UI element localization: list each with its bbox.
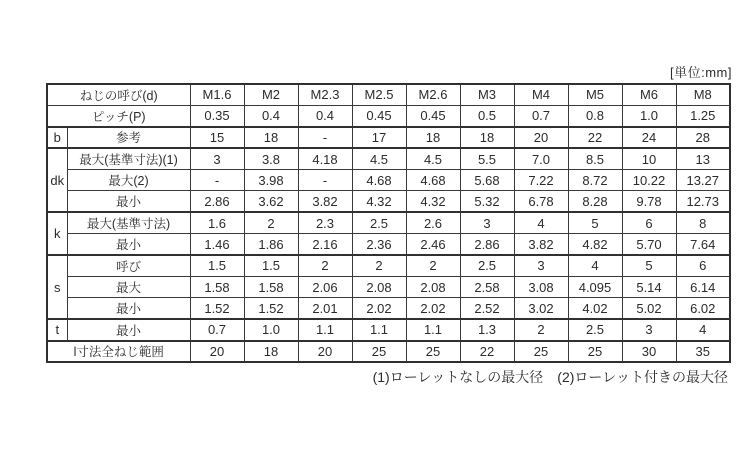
value-cell: M2.5	[352, 84, 406, 105]
row-label: 最大(2)	[67, 170, 190, 191]
value-cell: 5.68	[460, 170, 514, 191]
value-cell: 8	[676, 212, 730, 233]
table-row-s-max	[47, 276, 730, 297]
value-cell: 5.32	[460, 191, 514, 212]
group-label-s: s	[47, 255, 67, 319]
value-cell: M8	[676, 84, 730, 105]
value-cell: 1.3	[460, 319, 514, 340]
value-cell: -	[298, 127, 352, 148]
value-cell: 3	[460, 212, 514, 233]
table-row-pitch	[47, 105, 730, 126]
value-cell: 35	[676, 341, 730, 363]
value-cell: 2.6	[406, 212, 460, 233]
value-cell: 1.58	[190, 276, 244, 297]
value-cell: 5.5	[460, 148, 514, 169]
group-label-k: k	[47, 212, 67, 255]
value-cell: M2	[244, 84, 298, 105]
value-cell: 5.14	[622, 276, 676, 297]
value-cell: 2.3	[298, 212, 352, 233]
row-label: 最大(基準寸法)	[67, 212, 190, 233]
value-cell: 3.08	[514, 276, 568, 297]
value-cell: 2.02	[352, 298, 406, 319]
value-cell: 0.35	[190, 105, 244, 126]
value-cell: 2.58	[460, 276, 514, 297]
value-cell: 5	[568, 212, 622, 233]
value-cell: 13.27	[676, 170, 730, 191]
footnote: (1)ローレットなしの最大径 (2)ローレット付きの最大径	[372, 369, 728, 385]
value-cell: 1.6	[190, 212, 244, 233]
value-cell: 3	[514, 255, 568, 276]
row-label: ピッチ(P)	[47, 105, 190, 126]
unit-label: [単位:mm]	[670, 65, 732, 80]
value-cell: 20	[514, 127, 568, 148]
value-cell: 4.02	[568, 298, 622, 319]
value-cell: 20	[298, 341, 352, 363]
value-cell: 0.5	[460, 105, 514, 126]
value-cell: 1.1	[298, 319, 352, 340]
value-cell: 6.78	[514, 191, 568, 212]
value-cell: M6	[622, 84, 676, 105]
value-cell: 1.0	[244, 319, 298, 340]
value-cell: 10	[622, 148, 676, 169]
value-cell: 1.46	[190, 234, 244, 255]
value-cell: 1.25	[676, 105, 730, 126]
value-cell: 3.02	[514, 298, 568, 319]
row-label: 参考	[67, 127, 190, 148]
row-label: 最小	[67, 298, 190, 319]
value-cell: 4	[514, 212, 568, 233]
value-cell: 2	[244, 212, 298, 233]
value-cell: 13	[676, 148, 730, 169]
table-row-length-range	[47, 341, 730, 363]
value-cell: 25	[514, 341, 568, 363]
value-cell: 1.5	[244, 255, 298, 276]
value-cell: 1.86	[244, 234, 298, 255]
value-cell: 8.5	[568, 148, 622, 169]
row-label: 最大(基準寸法)(1)	[67, 148, 190, 169]
value-cell: 2.86	[460, 234, 514, 255]
value-cell: 2.06	[298, 276, 352, 297]
value-cell: M5	[568, 84, 622, 105]
value-cell: 0.45	[406, 105, 460, 126]
value-cell: 6.02	[676, 298, 730, 319]
value-cell: 0.45	[352, 105, 406, 126]
value-cell: 4	[676, 319, 730, 340]
value-cell: 1.0	[622, 105, 676, 126]
row-label: 最小	[67, 234, 190, 255]
row-label: l寸法全ねじ範囲	[47, 341, 190, 363]
value-cell: M4	[514, 84, 568, 105]
row-label: 最大	[67, 276, 190, 297]
table-row-dk-max2	[47, 170, 730, 191]
value-cell: 12.73	[676, 191, 730, 212]
value-cell: 1.58	[244, 276, 298, 297]
value-cell: 22	[460, 341, 514, 363]
value-cell: 4.32	[352, 191, 406, 212]
table-row-s-min	[47, 298, 730, 319]
value-cell: 3.8	[244, 148, 298, 169]
value-cell: 7.64	[676, 234, 730, 255]
group-label-b: b	[47, 127, 67, 148]
value-cell: 4.32	[406, 191, 460, 212]
value-cell: 4.095	[568, 276, 622, 297]
value-cell: 28	[676, 127, 730, 148]
value-cell: 2.5	[568, 319, 622, 340]
value-cell: 6	[676, 255, 730, 276]
value-cell: 25	[568, 341, 622, 363]
value-cell: 0.7	[190, 319, 244, 340]
value-cell: 3.98	[244, 170, 298, 191]
row-label: 最小	[67, 319, 190, 340]
table-row-k-min	[47, 234, 730, 255]
value-cell: 2.08	[406, 276, 460, 297]
value-cell: 2.36	[352, 234, 406, 255]
value-cell: 8.28	[568, 191, 622, 212]
value-cell: 2.16	[298, 234, 352, 255]
group-label-dk: dk	[47, 148, 67, 212]
screw-spec-table	[46, 83, 731, 363]
value-cell: 1.52	[244, 298, 298, 319]
value-cell: 2.02	[406, 298, 460, 319]
value-cell: 2.5	[460, 255, 514, 276]
value-cell: 2	[352, 255, 406, 276]
value-cell: 3.82	[298, 191, 352, 212]
value-cell: 25	[352, 341, 406, 363]
value-cell: 9.78	[622, 191, 676, 212]
value-cell: 4.5	[406, 148, 460, 169]
value-cell: 2.52	[460, 298, 514, 319]
value-cell: 4	[568, 255, 622, 276]
value-cell: 0.4	[244, 105, 298, 126]
value-cell: 30	[622, 341, 676, 363]
table-row-k-max	[47, 212, 730, 233]
value-cell: 2	[514, 319, 568, 340]
value-cell: 0.8	[568, 105, 622, 126]
table-row-s-nominal	[47, 255, 730, 276]
value-cell: M3	[460, 84, 514, 105]
value-cell: 4.68	[406, 170, 460, 191]
value-cell: 10.22	[622, 170, 676, 191]
value-cell: 0.4	[298, 105, 352, 126]
value-cell: 3.62	[244, 191, 298, 212]
value-cell: 20	[190, 341, 244, 363]
value-cell: 1.5	[190, 255, 244, 276]
value-cell: 2	[298, 255, 352, 276]
value-cell: 5	[622, 255, 676, 276]
value-cell: 2.86	[190, 191, 244, 212]
value-cell: 1.1	[352, 319, 406, 340]
value-cell: -	[190, 170, 244, 191]
value-cell: 7.22	[514, 170, 568, 191]
value-cell: 2	[406, 255, 460, 276]
value-cell: 18	[406, 127, 460, 148]
row-label: ねじの呼び(d)	[47, 84, 190, 105]
value-cell: 3	[622, 319, 676, 340]
value-cell: 6	[622, 212, 676, 233]
value-cell: 3	[190, 148, 244, 169]
value-cell: 17	[352, 127, 406, 148]
value-cell: 18	[460, 127, 514, 148]
value-cell: 8.72	[568, 170, 622, 191]
value-cell: 25	[406, 341, 460, 363]
value-cell: 2.5	[352, 212, 406, 233]
table-row-dk-max1	[47, 148, 730, 169]
value-cell: 2.08	[352, 276, 406, 297]
value-cell: M1.6	[190, 84, 244, 105]
group-label-t: t	[47, 319, 67, 340]
value-cell: 0.7	[514, 105, 568, 126]
value-cell: 18	[244, 127, 298, 148]
value-cell: 3.82	[514, 234, 568, 255]
value-cell: 2.46	[406, 234, 460, 255]
value-cell: 4.18	[298, 148, 352, 169]
table-row-dk-min	[47, 191, 730, 212]
value-cell: 4.5	[352, 148, 406, 169]
value-cell: M2.3	[298, 84, 352, 105]
value-cell: 15	[190, 127, 244, 148]
value-cell: M2.6	[406, 84, 460, 105]
table-row-t	[47, 319, 730, 340]
value-cell: 5.70	[622, 234, 676, 255]
value-cell: 4.82	[568, 234, 622, 255]
value-cell: 7.0	[514, 148, 568, 169]
value-cell: 22	[568, 127, 622, 148]
table-row-thread-size	[47, 84, 730, 105]
value-cell: 1.52	[190, 298, 244, 319]
row-label: 最小	[67, 191, 190, 212]
value-cell: 5.02	[622, 298, 676, 319]
value-cell: -	[298, 170, 352, 191]
value-cell: 18	[244, 341, 298, 363]
value-cell: 6.14	[676, 276, 730, 297]
row-label: 呼び	[67, 255, 190, 276]
value-cell: 2.01	[298, 298, 352, 319]
value-cell: 4.68	[352, 170, 406, 191]
value-cell: 1.1	[406, 319, 460, 340]
value-cell: 24	[622, 127, 676, 148]
table-row-b	[47, 127, 730, 148]
